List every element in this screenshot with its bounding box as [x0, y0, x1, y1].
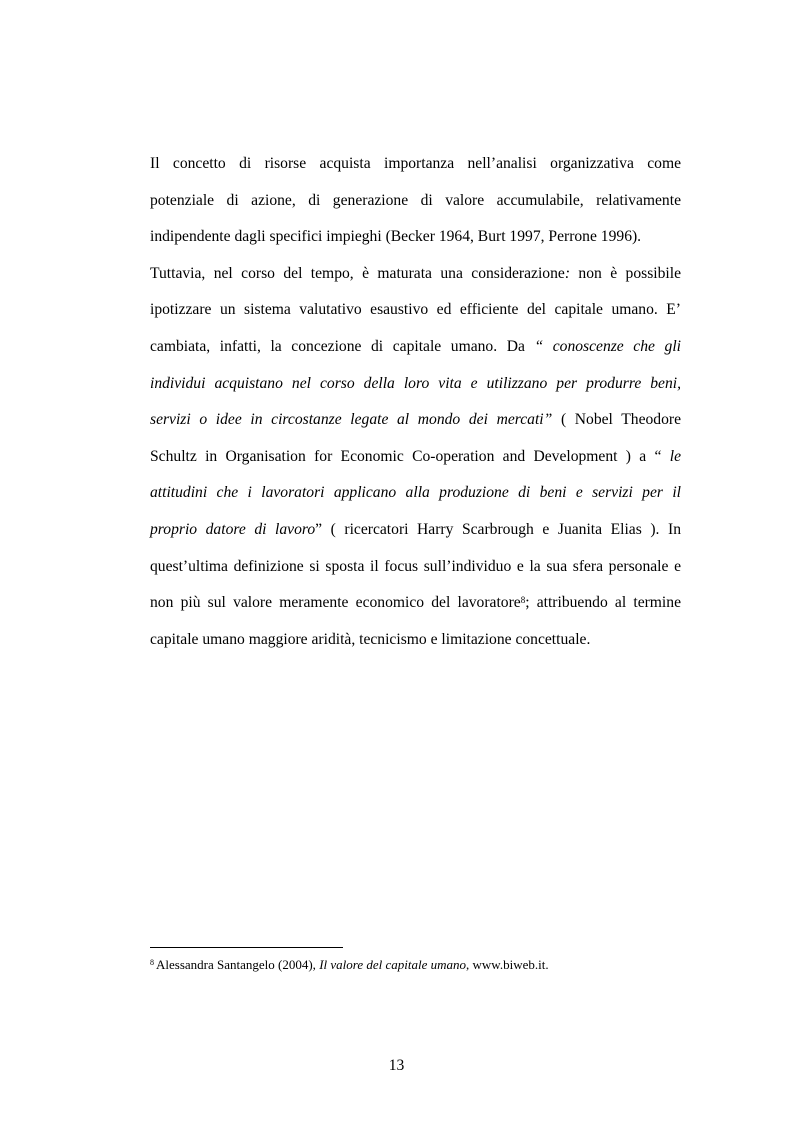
text-line — [150, 549, 681, 586]
footnote-author: Alessandra Santangelo (2004), — [156, 957, 320, 972]
text-line — [150, 585, 681, 622]
text-line — [150, 475, 681, 512]
text-run: quest’ultima definizione si sposta il focus sull’individuo e la sua sfera personale e — [150, 557, 681, 575]
footnote-title: Il valore del capitale umano — [319, 957, 467, 972]
text-run: non più sul valore meramente economico del lavoratore — [150, 594, 521, 612]
italic-text: proprio datore di lavoro — [150, 520, 316, 538]
text-run: Il concetto di risorse acquista importanza nell’analisi organizzativa come — [150, 155, 681, 172]
text-line — [150, 622, 681, 659]
page-number: 13 — [388, 1057, 405, 1074]
italic-text: attitudini che i lavoratori applicano alla produzione di beni e servizi per il — [150, 484, 681, 502]
text-line — [150, 366, 681, 403]
paragraph — [150, 256, 681, 659]
text-run: ; attribuendo al termine — [525, 594, 681, 612]
text-run: non è possibile — [570, 264, 681, 282]
body-text — [150, 146, 681, 658]
italic-text: “ conoscenze che gli — [534, 337, 681, 355]
paragraph — [150, 146, 681, 256]
text-line — [150, 439, 681, 476]
text-line — [150, 402, 681, 439]
text-line — [150, 256, 681, 293]
footnote-rest: , www.biweb.it. — [466, 957, 549, 972]
text-run: Schultz in Organisation for Economic Co-operation and Development ) a “ — [150, 447, 670, 465]
text-run: Tuttavia, nel corso del tempo, è maturata una considerazione — [150, 264, 565, 282]
footnote-marker: 8 — [150, 958, 154, 967]
italic-text: le — [669, 447, 681, 465]
italic-text: : — [564, 264, 571, 282]
footnote — [150, 956, 549, 973]
text-line — [150, 219, 681, 256]
text-run: capitale umano maggiore aridità, tecnicismo e limitazione concettuale. — [150, 630, 591, 648]
footnote-separator — [150, 947, 343, 948]
text-run: ipotizzare un sistema valutativo esaustivo ed efficiente del capitale umano. E’ — [150, 301, 681, 319]
text-line — [150, 512, 681, 549]
text-run: ” ( ricercatori Harry Scarbrough e Juanita Elias ). In — [315, 520, 681, 538]
text-run: ( Nobel Theodore — [552, 411, 681, 429]
italic-text: servizi o idee in circostanze legate al mondo dei mercati” — [150, 411, 553, 429]
text-line — [150, 146, 681, 183]
italic-text: individui acquistano nel corso della loro vita e utilizzano per produrre beni, — [150, 374, 681, 392]
text-run: potenziale di azione, di generazione di valore accumulabile, relativamente — [150, 191, 681, 209]
footnote-reference: 8 — [520, 595, 526, 606]
text-line — [150, 183, 681, 220]
text-run: indipendente dagli specifici impieghi (Becker 1964, Burt 1997, Perrone 1996). — [150, 228, 642, 246]
text-line — [150, 329, 681, 366]
text-run: cambiata, infatti, la concezione di capitale umano. Da — [150, 337, 535, 355]
text-line — [150, 292, 681, 329]
